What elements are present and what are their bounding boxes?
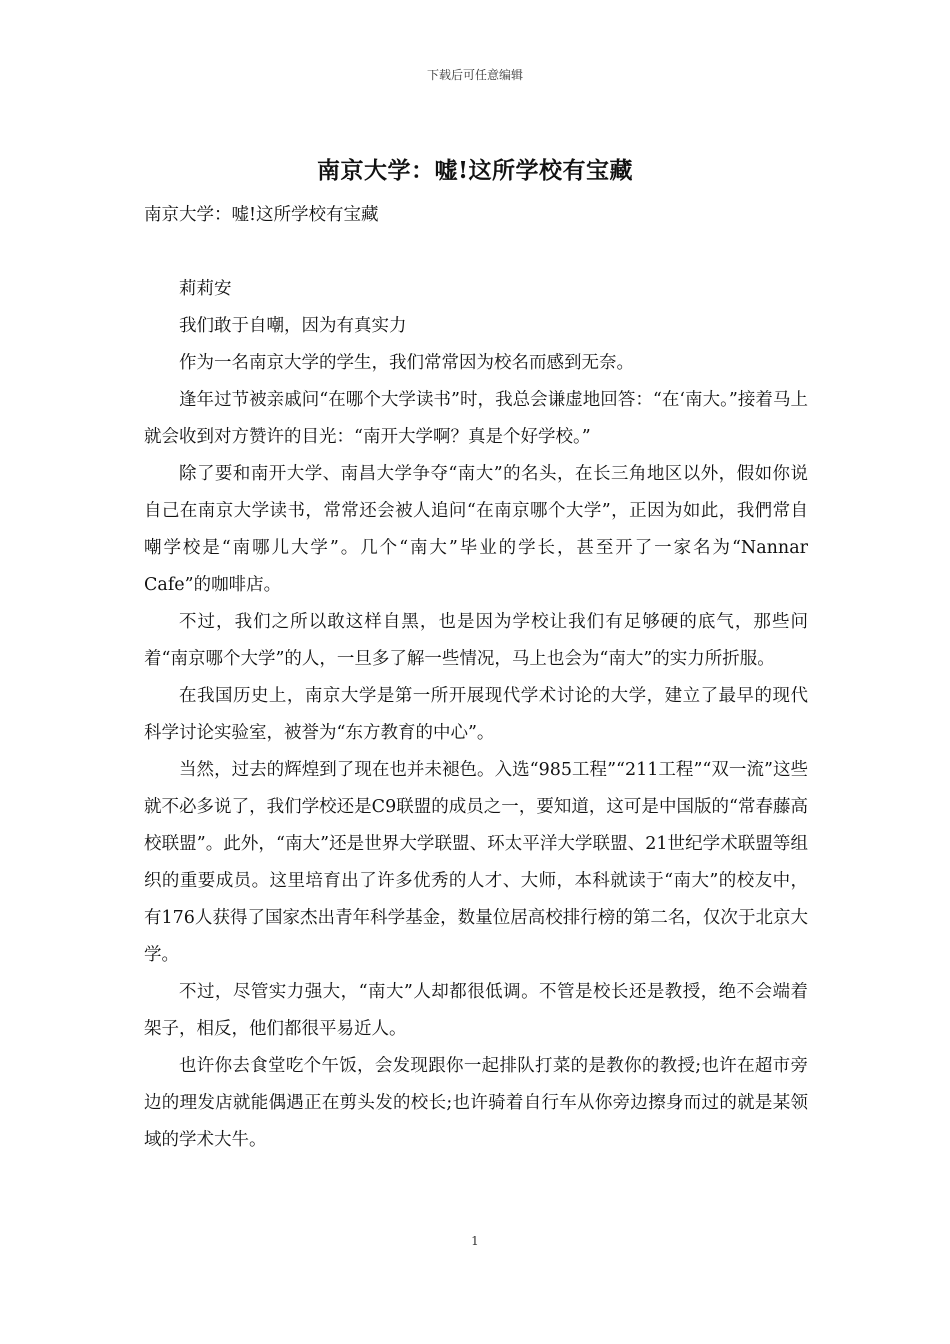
header-note: 下载后可任意编辑 (426, 68, 523, 82)
document-body (144, 197, 808, 1159)
paragraph: 逢年过节被亲戚问“在哪个大学读书”时，我总会谦虚地回答：“在‘南大。”接着马上就会收到对方赞许的目光：“南开大学啊？真是个好学校。” (144, 390, 808, 447)
paragraph: 不过，我们之所以敢这样自黑，也是因为学校让我们有足够硬的底气，那些问着“南京哪个大学”的人，一旦多了解一些情况，马上也会为“南大”的实力所折服。 (144, 612, 808, 669)
page-number: 1 (471, 1234, 479, 1248)
paragraph: 也许你去食堂吃个午饭，会发现跟你一起排队打菜的是教你的教授;也许在超市旁边的理发店就能偶遇正在剪头发的校长;也许骑着自行车从你旁边擦身而过的就是某领域的学术大牛。 (144, 1056, 808, 1150)
author-line: 莉莉安 (179, 279, 232, 299)
blank-line (144, 234, 808, 271)
paragraph: 除了要和南开大学、南昌大学争夺“南大”的名头，在长三角地区以外，假如你说自己在南京大学读书，常常还会被人追问“在南京哪个大学”，正因为如此，我們常自嘲学校是“南哪儿大学”。几个“南大”毕业的学长，甚至开了一家名为“Nannar Cafe”的咖啡店。 (144, 464, 808, 595)
paragraph: 我们敢于自嘲，因为有真实力 (179, 316, 407, 336)
paragraph: 在我国历史上，南京大学是第一所开展现代学术讨论的大学，建立了最早的现代科学讨论实验室，被誉为“东方教育的中心”。 (144, 686, 808, 743)
paragraph: 作为一名南京大学的学生，我们常常因为校名而感到无奈。 (179, 353, 634, 373)
document-subtitle: 南京大学：嘘!这所学校有宝藏 (144, 205, 379, 225)
document-title: 南京大学：嘘!这所学校有宝藏 (316, 157, 634, 184)
paragraph: 不过，尽管实力强大，“南大”人却都很低调。不管是校长还是教授，绝不会端着架子，相反，他们都很平易近人。 (144, 982, 808, 1039)
paragraph: 当然，过去的辉煌到了现在也并未褪色。入选“985工程”“211工程”“双一流”这些就不必多说了，我们学校还是C9联盟的成员之一，要知道，这可是中国版的“常春藤高校联盟”。此外，“南大”还是世界大学联盟、环太平洋大学联盟、21世纪学术联盟等组织的重要成员。这里培育出了许多优秀的人才、大师，本科就读于“南大”的校友中，有176人获得了国家杰出青年科学基金，数量位居高校排行榜的第二名，仅次于北京大学。 (144, 760, 808, 965)
